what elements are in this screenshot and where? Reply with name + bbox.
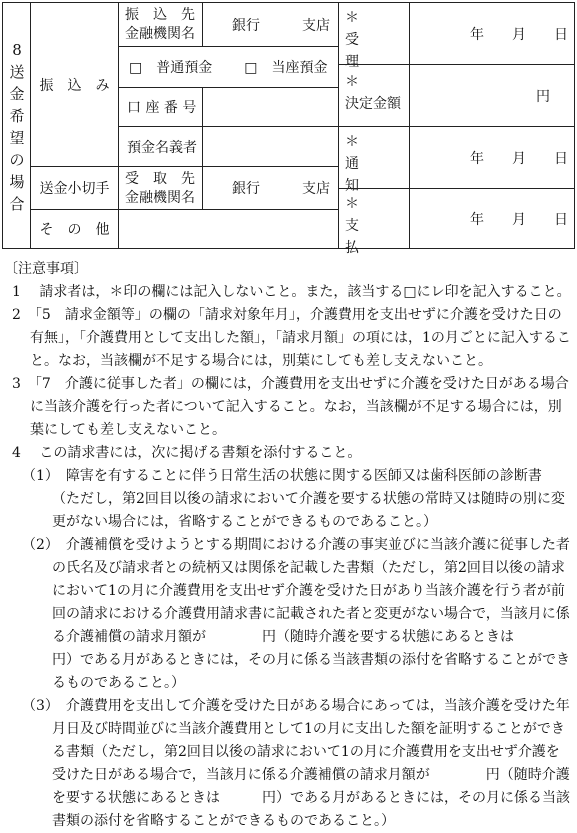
note-item-1: 1 請求者は，＊印の欄には記入しないこと。また，該当する□にレ印を記入すること。 [12,284,571,300]
section-8-cell [2,2,31,249]
receipt-label-cell [338,2,410,70]
account-type-ordinary-checkbox[interactable]: □ 普通預金 [129,60,213,76]
method-other-label: そ の 他 [39,222,110,238]
account-holder-label-cell [118,126,203,167]
section-char: 希 [9,106,25,125]
bank-label-line2: 金融機関名 [125,26,195,42]
method-check-cell [30,166,119,210]
amount-star: ＊ [345,74,359,90]
section-char: の [9,150,25,169]
receipt-star: ＊ [345,10,359,26]
recv-label-line2: 金融機関名 [125,190,195,206]
notice-date: 年 月 日 [470,150,568,167]
amount-field[interactable] [338,64,575,127]
recv-label-line1: 受 取 先 [125,171,195,187]
bank-label-cell [118,2,203,47]
amount-label: 決定金額 [345,96,401,112]
payment-date-field[interactable] [409,188,575,249]
note-sub-3: （3） 介護費用を支出して介護を受けた日がある場合にあっては，当該介護を受けた年月日及び時間並びに当該介護費用として1の月に支出した額を証明することができる書類（ただし，第2回目以後の請求において1の月に介護費用を支出せず介護を受けた日がある場合で，当該月に係る介護補償の請求月額が 円（随時介護を要する状態にあるときは 円）である月があるときには，その月に係る当該書類の添付を省略することができるものであること。） [22,698,570,829]
payment-label: 支 払 [345,218,401,256]
account-holder-label: 預金名義者 [127,139,197,156]
notice-label: 通 知 [345,156,401,194]
payment-label-cell [338,188,410,256]
amount-unit: 円 [536,88,550,105]
bank-name-suffix: 銀行 支店 [232,17,330,34]
notes-heading: 〔注意事項〕 [4,261,88,277]
account-number-field[interactable] [202,87,339,127]
recv-bank-label-cell [118,166,203,210]
note-sub-2: （2） 介護補償を受けようとする期間における介護の事実並びに当該介護に従事した者の氏名及び請求者との続柄又は関係を記載した書類（ただし，第2回目以後の請求において1の月に介護費用を支出せず介護を受けた日があり当該介護を行う者が前回の請求における介護費用請求書に記載された者と変更がない場合で，当該月に係る介護補償の請求月額が 円（随時介護を要する状態にあるときは 円）である月があるときには，その月に係る当該書類の添付を省略することができるものであること。） [22,537,570,691]
notice-star: ＊ [345,134,359,150]
section-char: 場 [9,172,25,191]
account-holder-field[interactable] [202,126,339,167]
account-type-cell [118,46,339,88]
section-number: 8 [12,40,22,59]
note-item-3: 3 「7 介護に従事した者」の欄には，介護費用を支出せずに介護を受けた日がある場合に当該介護を行った者について記入すること。なお，当該欄が不足する場合には，別葉にしても差し支えないこと。 [12,376,569,438]
method-other-cell [30,209,119,249]
account-type-current-checkbox[interactable]: □ 当座預金 [244,60,328,76]
section-char: 合 [9,194,25,213]
receipt-date: 年 月 日 [470,26,568,43]
other-method-field[interactable] [118,209,339,249]
payment-star: ＊ [345,196,359,212]
notice-label-cell [338,126,410,194]
method-transfer-label: 振 込 み [39,77,110,94]
note-item-4: 4 この請求書には，次に掲げる書類を添付すること。 [12,445,362,461]
section-char: 望 [9,128,25,147]
section-char: 送 [9,62,25,81]
notes-section [4,258,573,833]
note-sub-1-body: （ただし，第2回目以後の請求において介護を要する状態の常時又は随時の別に変更がない場合には，省略することができるものであること。） [52,491,565,530]
recv-bank-suffix: 銀行 支店 [232,181,330,197]
section-char: 金 [9,84,25,103]
remittance-form [2,2,575,256]
note-sub-1-head: （1） 障害を有することに伴う日常生活の状態に関する医師又は歯科医師の診断書 [22,468,542,484]
account-number-label-cell [118,87,203,127]
method-transfer-cell [30,2,119,167]
notice-date-field[interactable] [409,126,575,189]
payment-date: 年 月 日 [470,211,568,228]
recv-bank-name-field[interactable] [202,166,339,210]
bank-name-field[interactable] [202,2,339,47]
note-item-2: 2 「5 請求金額等」の欄の「請求対象年月」，介護費用を支出せずに介護を受けた日の有無」，「介護費用として支出した額」，「請求月額」の項には，1の月ごとに記入すること。なお，当該欄が不足する場合には，別葉にしても差し支えないこと。 [12,307,571,369]
receipt-label: 受 理 [345,32,401,70]
method-check-label: 送金小切手 [39,181,110,197]
section-title-vertical [3,3,31,250]
receipt-date-field[interactable] [409,2,575,65]
bank-label-line1: 振 込 先 [125,7,195,23]
account-number-label: 口 座 番 号 [127,100,197,116]
